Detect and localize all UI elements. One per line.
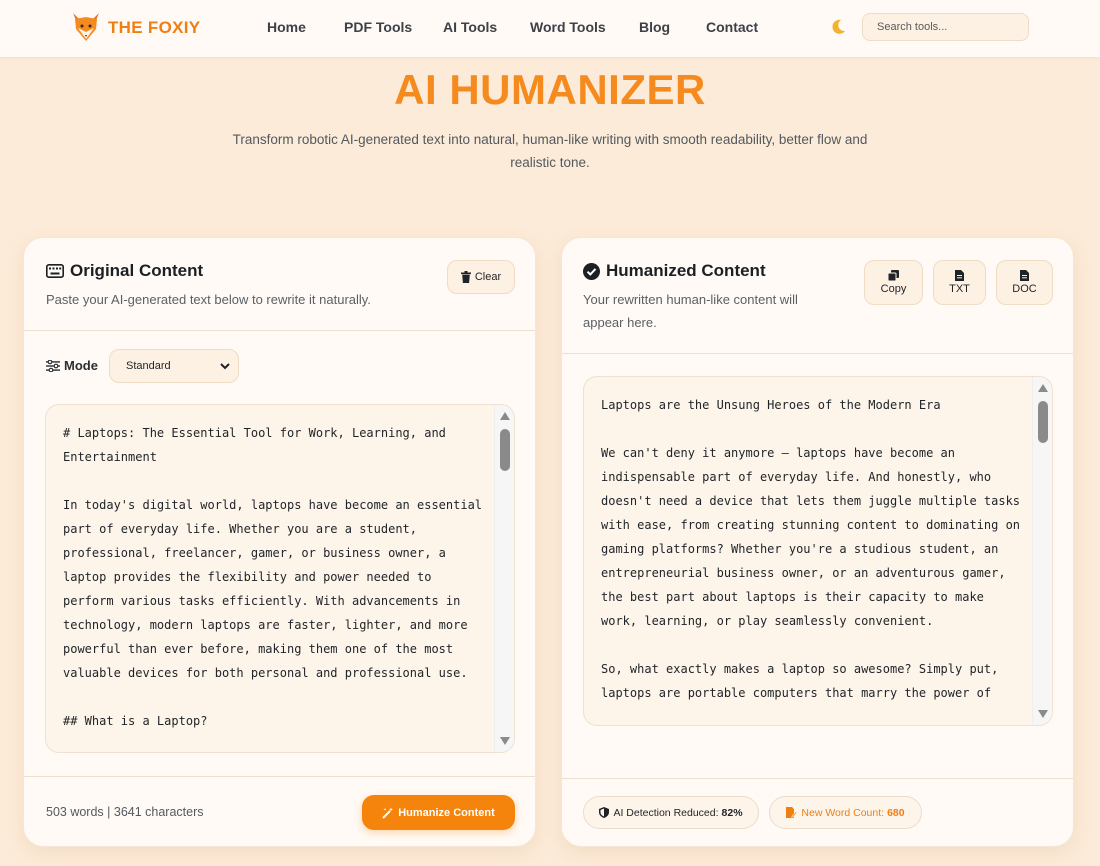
- dark-mode-toggle-icon[interactable]: [829, 18, 847, 36]
- original-text-content: # Laptops: The Essential Tool for Work, Learning, and Entertainment In today's digital world, laptops have become an essential part of everyday life. Whether you are a student, professional, freelancer, gamer, or business owner, a laptop provides the flexibility and power needed to perform various tasks efficiently. With advancements in technology, modern laptops are faster, lighter, and more powerful than ever before, making them one of the most valuable devices for both personal and professional use. ## What is a Laptop?: [63, 426, 483, 728]
- word-count-value: 680: [887, 806, 905, 819]
- humanized-content-title: Humanized Content: [606, 261, 766, 280]
- humanized-text-scrollbar[interactable]: [1032, 377, 1052, 725]
- clear-button[interactable]: [447, 260, 515, 294]
- chevron-down-icon: [220, 361, 230, 371]
- nav-link-home[interactable]: Home: [267, 19, 306, 35]
- mode-select-value: Standard: [126, 360, 171, 372]
- top-nav: [0, 0, 1100, 57]
- original-content-title: Original Content: [70, 261, 204, 280]
- sliders-icon: [46, 360, 60, 372]
- humanized-content-panel: [561, 237, 1074, 847]
- original-content-heading: [46, 261, 203, 281]
- original-content-description: Paste your AI-generated text below to rewrite it naturally.: [46, 292, 371, 307]
- ai-detection-label: AI Detection Reduced:: [613, 806, 719, 819]
- mode-select[interactable]: [109, 349, 239, 383]
- scroll-up-icon[interactable]: [1037, 383, 1049, 393]
- humanize-button-label: Humanize Content: [398, 806, 495, 819]
- word-count-badge: [769, 796, 922, 829]
- shield-icon: [599, 807, 609, 818]
- word-count-label: New Word Count:: [801, 806, 885, 819]
- scroll-thumb[interactable]: [1038, 401, 1048, 443]
- scroll-up-icon[interactable]: [499, 411, 511, 421]
- edit-file-icon: [786, 807, 797, 818]
- mode-label-text: Mode: [64, 358, 98, 373]
- humanized-text-content: Laptops are the Unsung Heroes of the Modern Era We can't deny it anymore – laptops have become an indispensable part of everyday life. And honestly, who doesn't need a device that lets them juggle multiple tasks with ease, from creating stunning content to dominating on gaming platforms? Whether you're a studious student, an entrepreneurial business owner, or an adventurous gamer, the best part about laptops is their capacity to make work, learning, or play seamlessly convenient. So, what exactly makes a laptop so awesome? Simply put, laptops are portable computers that marry the power of: [601, 398, 1021, 700]
- download-doc-label: DOC: [1012, 283, 1037, 295]
- mode-label: [46, 358, 98, 373]
- search-input[interactable]: [862, 13, 1029, 41]
- ai-detection-badge: [583, 796, 759, 829]
- word-char-count: 503 words | 3641 characters: [46, 805, 204, 819]
- word-file-icon: [1020, 270, 1029, 281]
- humanized-content-heading: [583, 261, 766, 281]
- brand-name: THE FOXIY: [108, 18, 201, 37]
- humanized-text-output[interactable]: [583, 376, 1053, 726]
- footer-divider: [562, 778, 1073, 779]
- magic-wand-icon: [382, 807, 394, 819]
- check-circle-icon: [583, 263, 600, 280]
- copy-icon: [888, 270, 899, 281]
- keyboard-icon: [46, 264, 64, 278]
- nav-link-ai-tools[interactable]: AI Tools: [443, 19, 498, 35]
- original-text-scrollbar[interactable]: [494, 405, 514, 752]
- page-title: AI HUMANIZER: [394, 66, 706, 113]
- nav-link-contact[interactable]: Contact: [706, 19, 759, 35]
- humanized-content-description: Your rewritten human-like content will appear here.: [583, 292, 798, 330]
- file-icon: [955, 270, 964, 281]
- download-txt-button[interactable]: [933, 260, 986, 305]
- humanize-button[interactable]: [362, 795, 515, 830]
- copy-button-label: Copy: [880, 283, 907, 295]
- scroll-down-icon[interactable]: [1037, 709, 1049, 719]
- page-subtitle: Transform robotic AI-generated text into natural, human-like writing with smooth readability, better flow and realistic tone.: [232, 132, 868, 170]
- original-content-panel: [23, 237, 536, 847]
- scroll-down-icon[interactable]: [499, 736, 511, 746]
- footer-divider: [24, 776, 535, 777]
- ai-detection-value: 82%: [721, 806, 743, 819]
- scroll-thumb[interactable]: [500, 429, 510, 471]
- original-text-input[interactable]: [45, 404, 515, 753]
- trash-icon: [461, 271, 471, 283]
- nav-link-pdf-tools[interactable]: PDF Tools: [344, 19, 413, 35]
- clear-button-label: Clear: [474, 271, 502, 283]
- download-doc-button[interactable]: [996, 260, 1053, 305]
- copy-button[interactable]: [864, 260, 923, 305]
- header-divider: [562, 353, 1073, 354]
- header-divider: [24, 330, 535, 331]
- nav-link-blog[interactable]: Blog: [639, 19, 671, 35]
- fox-logo-icon: [70, 11, 102, 45]
- brand-logo[interactable]: [70, 10, 200, 46]
- nav-link-word-tools[interactable]: Word Tools: [530, 19, 606, 35]
- download-txt-label: TXT: [949, 283, 970, 295]
